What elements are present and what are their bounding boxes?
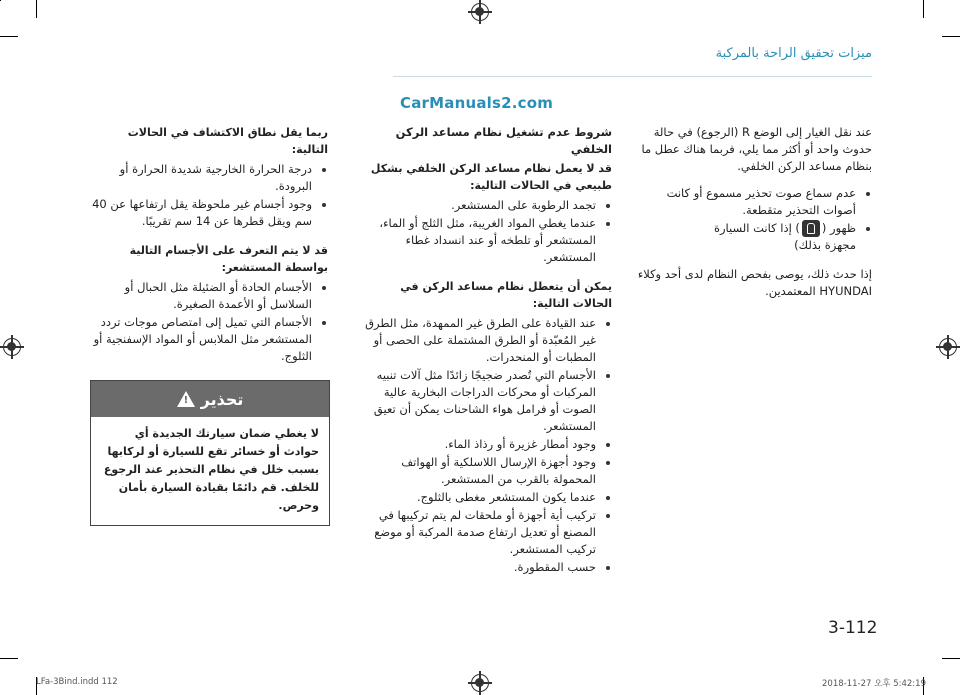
malfunction-list xyxy=(632,185,872,254)
list-item: • تجمد الرطوبة على المستشعر. xyxy=(360,197,596,214)
sub-heading: قد لا يعمل نظام مساعد الركن الخلفي بشكل طبيعي في الحالات التالية: xyxy=(370,162,612,192)
header-divider xyxy=(393,76,872,77)
right-column xyxy=(632,124,872,310)
crop-mark-br-h xyxy=(942,658,960,659)
list-item: • حسب المقطورة. xyxy=(360,559,596,576)
section-title: ميزات تحقيق الراحة بالمركبة xyxy=(715,46,872,61)
crop-mark-bl-h xyxy=(0,658,18,659)
crop-mark xyxy=(0,0,1,1)
warning-title: تحذير xyxy=(200,389,244,409)
list-item xyxy=(632,220,856,254)
intro-paragraph: عند نقل الغيار إلى الوضع R (الرجوع) في حالة حدوث واحد أو أكثر مما يلي، فربما هناك عطل ما بنظام مساعد الركن الخلفي. xyxy=(641,125,872,173)
list-item-text: مجهزة بذلك) xyxy=(794,238,856,252)
list-item: • تركيب أية أجهزة أو ملحقات لم يتم تركيبها في المصنع أو تعديل ارتفاع صدمة المركبة أو موضع تركيب المستشعر. xyxy=(360,507,596,558)
crop-mark-tr-h xyxy=(942,36,960,37)
left-column xyxy=(90,124,328,377)
registration-mark-bottom xyxy=(471,674,489,692)
watermark: CarManuals2.com xyxy=(400,94,554,112)
registration-mark-top xyxy=(471,3,489,21)
parking-assist-button-icon xyxy=(802,220,820,237)
registration-mark-right xyxy=(939,338,957,356)
outro-paragraph: إذا حدث ذلك، يوصى بفحص النظام لدى أحد وكلاء HYUNDAI المعتمدين. xyxy=(637,267,872,298)
sub-heading: قد لا يتم التعرف على الأجسام التالية بواسطة المستشعر: xyxy=(129,244,328,274)
crop-mark-tr-v xyxy=(923,0,924,18)
section-heading: شروط عدم تشغيل نظام مساعد الركن الخلفي xyxy=(395,125,612,156)
sub-heading: يمكن أن يتعطل نظام مساعد الركن في الحالات التالية: xyxy=(400,280,612,310)
footer-date: 2018-11-27 오후 5:42:19 xyxy=(822,679,926,689)
warning-header xyxy=(91,381,329,417)
list-item: • وجود أجسام غير ملحوظة يقل ارتفاعها عن 40 سم ويقل قطرها عن 14 سم تقريبًا. xyxy=(90,196,312,230)
bullet-list xyxy=(360,315,612,576)
warning-text: لا يغطي ضمان سيارتك الجديدة أي حوادث أو خسائر تقع للسيارة أو لركابها بسبب خلل في نظام التحذير عند الرجوع للخلف. قم دائمًا بقيادة السيارة بأمان وحرص. xyxy=(103,427,319,512)
list-item: • عندما يغطي المواد الغريبة، مثل الثلج أو الماء، المستشعر أو تلطخه أو عند انسداد غطاء المستشعر. xyxy=(360,215,596,266)
page-number: 3-112 xyxy=(828,618,878,638)
crop-mark-tl-h xyxy=(0,36,18,37)
list-item: • الأجسام التي تميل إلى امتصاص موجات تردد المستشعر مثل الملابس أو المواد الإسفنجية أو الثلوج. xyxy=(90,314,312,365)
list-item: • وجود أجهزة الإرسال اللاسلكية أو الهواتف المحمولة بالقرب من المستشعر. xyxy=(360,454,596,488)
sub-heading: ربما يقل نطاق الاكتشاف في الحالات التالية: xyxy=(127,126,328,156)
list-item: • الأجسام الحادة أو الضئيلة مثل الحبال أو السلاسل أو الأعمدة الصغيرة. xyxy=(90,279,312,313)
list-item: • عندما يكون المستشعر مغطى بالثلوج. xyxy=(360,489,596,506)
list-item-text: ) إذا كانت السيارة xyxy=(713,221,800,235)
bullet-list xyxy=(90,161,328,230)
warning-triangle-icon: ! xyxy=(177,391,195,407)
middle-column xyxy=(360,124,612,588)
crop-mark-tl-v xyxy=(36,0,37,18)
bullet-list xyxy=(90,279,328,365)
list-item: • درجة الحرارة الخارجية شديدة الحرارة أو البرودة. xyxy=(90,161,312,195)
list-item-text: ظهور ( xyxy=(821,221,856,235)
bullet-list xyxy=(360,197,612,266)
footer-file: LFa-3Bind.indd 112 xyxy=(36,677,118,687)
list-item: • وجود أمطار غزيرة أو رذاذ الماء. xyxy=(360,436,596,453)
list-item: • الأجسام التي تُصدر ضجيجًا زائدًا مثل آلات تنبيه المركبات أو محركات الدراجات البخارية عالية الصوت أو فرامل هواء الشاحنات يمكن أن تعيق المستشعر. xyxy=(360,367,596,435)
registration-mark-left xyxy=(3,338,21,356)
list-item: • عدم سماع صوت تحذير مسموع أو كانت أصوات التحذير متقطعة. xyxy=(632,185,856,219)
list-item: • عند القيادة على الطرق غير الممهدة، مثل الطرق غير المُعبّدة أو الطرق المشتملة على الحصى أو المطبات أو المنحدرات. xyxy=(360,315,596,366)
warning-box xyxy=(90,380,330,526)
